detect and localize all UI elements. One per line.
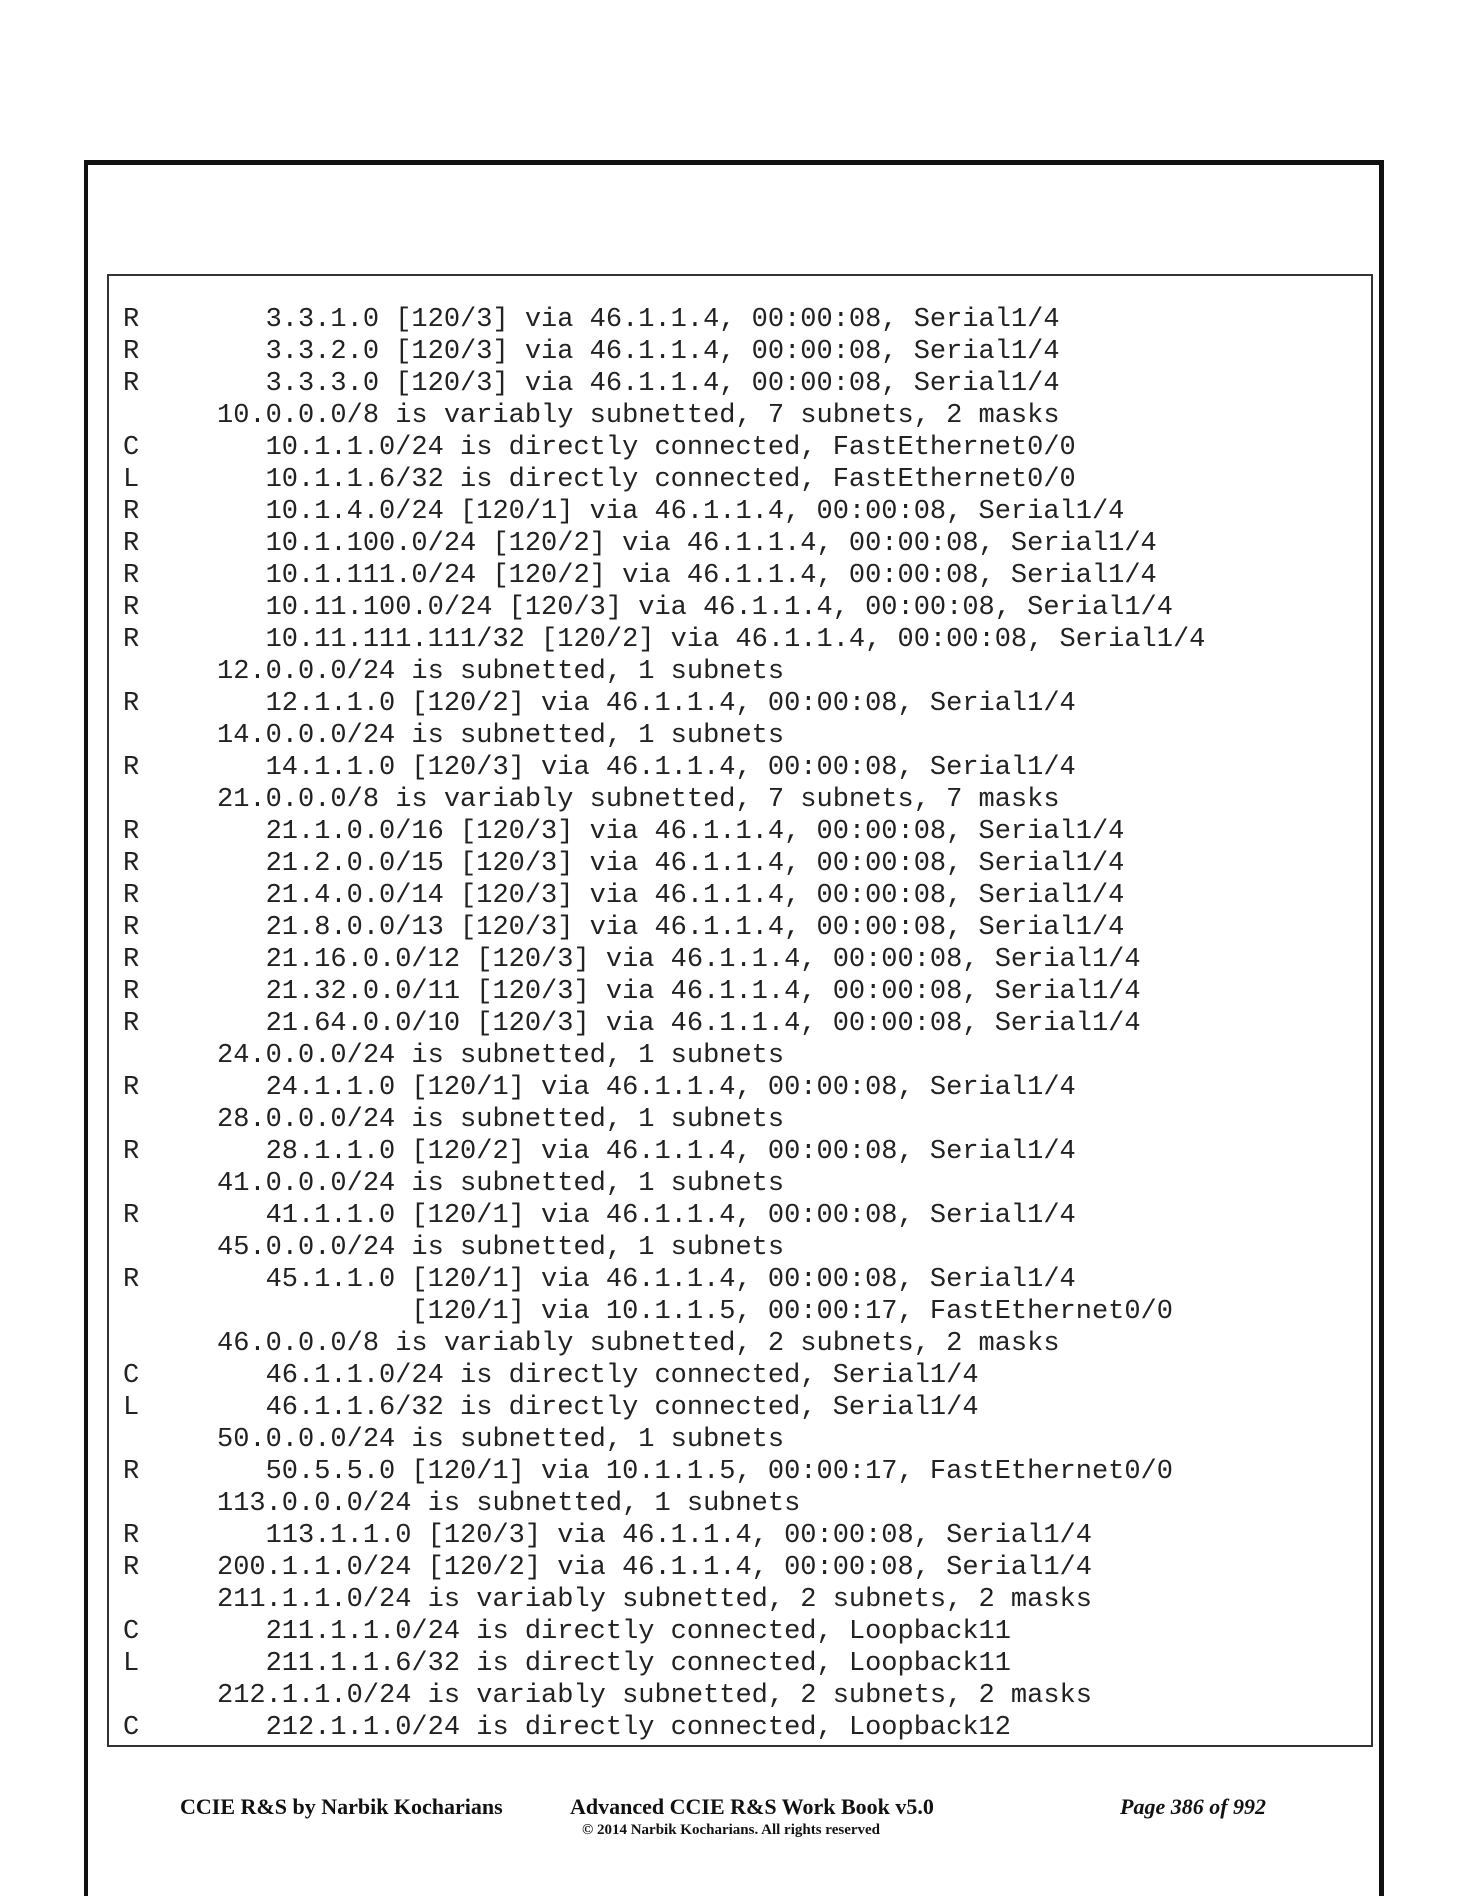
route-text: 3.3.2.0 [120/3] via 46.1.1.4, 00:00:08, Serial1/4 (217, 337, 1060, 367)
route-text: 21.8.0.0/13 [120/3] via 46.1.1.4, 00:00:08, Serial1/4 (217, 913, 1125, 943)
route-line (109, 976, 1371, 1008)
route-text: 21.16.0.0/12 [120/3] via 46.1.1.4, 00:00:08, Serial1/4 (217, 945, 1141, 975)
footer-book-title: Advanced CCIE R&S Work Book v5.0 (570, 1794, 934, 1819)
route-line (109, 432, 1371, 464)
route-code: C (123, 1617, 140, 1647)
route-text: 28.1.1.0 [120/2] via 46.1.1.4, 00:00:08, Serial1/4 (217, 1137, 1076, 1167)
route-line (109, 720, 1371, 752)
route-text: 10.1.4.0/24 [120/1] via 46.1.1.4, 00:00:08, Serial1/4 (217, 497, 1125, 527)
route-line (109, 1552, 1371, 1584)
route-line (109, 400, 1371, 432)
route-code: R (123, 689, 140, 719)
route-line (109, 464, 1371, 496)
route-line (109, 1264, 1371, 1296)
footer-page-number: Page 386 of 992 (1120, 1794, 1267, 1819)
route-text: 21.1.0.0/16 [120/3] via 46.1.1.4, 00:00:08, Serial1/4 (217, 817, 1125, 847)
route-line (109, 336, 1371, 368)
route-code: R (123, 1073, 140, 1103)
route-code: R (123, 561, 140, 591)
route-text: 21.2.0.0/15 [120/3] via 46.1.1.4, 00:00:08, Serial1/4 (217, 849, 1125, 879)
route-code: L (123, 465, 140, 495)
route-line (109, 592, 1371, 624)
route-code: R (123, 593, 140, 623)
route-line (109, 368, 1371, 400)
route-text: 50.0.0.0/24 is subnetted, 1 subnets (217, 1425, 785, 1455)
route-line (109, 1712, 1371, 1744)
route-code (109, 1680, 217, 1712)
page-footer (0, 1794, 1483, 1854)
route-line (109, 1072, 1371, 1104)
route-line (109, 944, 1371, 976)
route-code: C (123, 1713, 140, 1743)
route-text: 10.1.1.6/32 is directly connected, FastEthernet0/0 (217, 465, 1076, 495)
route-code (109, 784, 217, 816)
route-line (109, 1232, 1371, 1264)
route-code: R (123, 529, 140, 559)
route-text: [120/1] via 10.1.1.5, 00:00:17, FastEthernet0/0 (217, 1297, 1173, 1327)
route-code (109, 720, 217, 752)
route-text: 14.0.0.0/24 is subnetted, 1 subnets (217, 721, 785, 751)
route-text: 10.1.1.0/24 is directly connected, FastEthernet0/0 (217, 433, 1076, 463)
route-text: 21.0.0.0/8 is variably subnetted, 7 subnets, 7 masks (217, 785, 1060, 815)
route-code: R (123, 945, 140, 975)
route-text: 211.1.1.0/24 is directly connected, Loopback11 (217, 1617, 1011, 1647)
footer-book-info (570, 1794, 970, 1839)
footer-author: CCIE R&S by Narbik Kocharians (180, 1794, 503, 1819)
route-text: 45.1.1.0 [120/1] via 46.1.1.4, 00:00:08, Serial1/4 (217, 1265, 1076, 1295)
route-line (109, 528, 1371, 560)
route-text: 21.32.0.0/11 [120/3] via 46.1.1.4, 00:00:08, Serial1/4 (217, 977, 1141, 1007)
route-code (109, 1424, 217, 1456)
route-code: R (123, 369, 140, 399)
route-text: 46.1.1.0/24 is directly connected, Serial1/4 (217, 1361, 979, 1391)
route-code: L (123, 1649, 140, 1679)
route-line (109, 1616, 1371, 1648)
route-code: R (123, 1265, 140, 1295)
route-code: R (123, 1521, 140, 1551)
footer-copyright: © 2014 Narbik Kocharians. All rights reserved (582, 1822, 881, 1838)
route-text: 113.1.1.0 [120/3] via 46.1.1.4, 00:00:08, Serial1/4 (217, 1521, 1092, 1551)
route-line (109, 1648, 1371, 1680)
route-code: R (123, 305, 140, 335)
route-text: 212.1.1.0/24 is variably subnetted, 2 subnets, 2 masks (217, 1681, 1092, 1711)
route-code: R (123, 1201, 140, 1231)
route-line (109, 752, 1371, 784)
route-line (109, 688, 1371, 720)
route-text: 10.1.100.0/24 [120/2] via 46.1.1.4, 00:00:08, Serial1/4 (217, 529, 1157, 559)
route-code: R (123, 817, 140, 847)
route-line (109, 1424, 1371, 1456)
route-code (109, 1328, 217, 1360)
route-text: 10.11.111.111/32 [120/2] via 46.1.1.4, 00:00:08, Serial1/4 (217, 625, 1206, 655)
route-text: 41.1.1.0 [120/1] via 46.1.1.4, 00:00:08, Serial1/4 (217, 1201, 1076, 1231)
route-line (109, 848, 1371, 880)
route-line (109, 1296, 1371, 1328)
route-code: C (123, 1361, 140, 1391)
route-code (109, 1040, 217, 1072)
route-line (109, 1520, 1371, 1552)
route-code: C (123, 433, 140, 463)
route-code: R (123, 1137, 140, 1167)
route-code: R (123, 337, 140, 367)
route-code: R (123, 913, 140, 943)
route-line (109, 912, 1371, 944)
route-line (109, 1456, 1371, 1488)
route-text: 21.4.0.0/14 [120/3] via 46.1.1.4, 00:00:08, Serial1/4 (217, 881, 1125, 911)
route-line (109, 1008, 1371, 1040)
routing-table-output (107, 274, 1373, 1747)
route-code: R (123, 753, 140, 783)
route-text: 50.5.5.0 [120/1] via 10.1.1.5, 00:00:17, FastEthernet0/0 (217, 1457, 1173, 1487)
route-text: 200.1.1.0/24 [120/2] via 46.1.1.4, 00:00:08, Serial1/4 (217, 1553, 1092, 1583)
route-code: R (123, 881, 140, 911)
route-code (109, 1296, 217, 1328)
route-text: 28.0.0.0/24 is subnetted, 1 subnets (217, 1105, 785, 1135)
route-text: 10.1.111.0/24 [120/2] via 46.1.1.4, 00:00:08, Serial1/4 (217, 561, 1157, 591)
route-text: 24.1.1.0 [120/1] via 46.1.1.4, 00:00:08, Serial1/4 (217, 1073, 1076, 1103)
route-code (109, 656, 217, 688)
route-text: 14.1.1.0 [120/3] via 46.1.1.4, 00:00:08, Serial1/4 (217, 753, 1076, 783)
route-line (109, 1200, 1371, 1232)
route-line (109, 1360, 1371, 1392)
route-code (109, 1104, 217, 1136)
route-line (109, 656, 1371, 688)
route-text: 10.0.0.0/8 is variably subnetted, 7 subnets, 2 masks (217, 401, 1060, 431)
route-line (109, 496, 1371, 528)
route-text: 46.1.1.6/32 is directly connected, Serial1/4 (217, 1393, 979, 1423)
route-code: R (123, 625, 140, 655)
route-code: R (123, 849, 140, 879)
route-line (109, 1104, 1371, 1136)
route-line (109, 1584, 1371, 1616)
route-code (109, 1584, 217, 1616)
route-code: L (123, 1393, 140, 1423)
route-line (109, 880, 1371, 912)
route-line (109, 784, 1371, 816)
route-text: 3.3.3.0 [120/3] via 46.1.1.4, 00:00:08, Serial1/4 (217, 369, 1060, 399)
route-line (109, 1136, 1371, 1168)
route-text: 212.1.1.0/24 is directly connected, Loopback12 (217, 1713, 1011, 1743)
route-line (109, 1488, 1371, 1520)
route-line (109, 624, 1371, 656)
route-line (109, 816, 1371, 848)
route-text: 12.1.1.0 [120/2] via 46.1.1.4, 00:00:08, Serial1/4 (217, 689, 1076, 719)
route-line (109, 1168, 1371, 1200)
route-code: R (123, 1553, 140, 1583)
route-text: 10.11.100.0/24 [120/3] via 46.1.1.4, 00:00:08, Serial1/4 (217, 593, 1173, 623)
route-line (109, 560, 1371, 592)
route-text: 45.0.0.0/24 is subnetted, 1 subnets (217, 1233, 785, 1263)
route-text: 46.0.0.0/8 is variably subnetted, 2 subnets, 2 masks (217, 1329, 1060, 1359)
route-text: 21.64.0.0/10 [120/3] via 46.1.1.4, 00:00:08, Serial1/4 (217, 1009, 1141, 1039)
route-text: 113.0.0.0/24 is subnetted, 1 subnets (217, 1489, 801, 1519)
route-line (109, 1680, 1371, 1712)
route-text: 41.0.0.0/24 is subnetted, 1 subnets (217, 1169, 785, 1199)
route-line (109, 1328, 1371, 1360)
route-code (109, 1232, 217, 1264)
route-code: R (123, 1009, 140, 1039)
route-text: 211.1.1.0/24 is variably subnetted, 2 subnets, 2 masks (217, 1585, 1092, 1615)
route-line (109, 304, 1371, 336)
route-code: R (123, 497, 140, 527)
route-code: R (123, 1457, 140, 1487)
route-text: 12.0.0.0/24 is subnetted, 1 subnets (217, 657, 785, 687)
route-code (109, 400, 217, 432)
route-code: R (123, 977, 140, 1007)
route-code (109, 1168, 217, 1200)
route-code (109, 1488, 217, 1520)
route-text: 211.1.1.6/32 is directly connected, Loopback11 (217, 1649, 1011, 1679)
route-text: 24.0.0.0/24 is subnetted, 1 subnets (217, 1041, 785, 1071)
route-line (109, 1040, 1371, 1072)
route-text: 3.3.1.0 [120/3] via 46.1.1.4, 00:00:08, Serial1/4 (217, 305, 1060, 335)
route-line (109, 1392, 1371, 1424)
